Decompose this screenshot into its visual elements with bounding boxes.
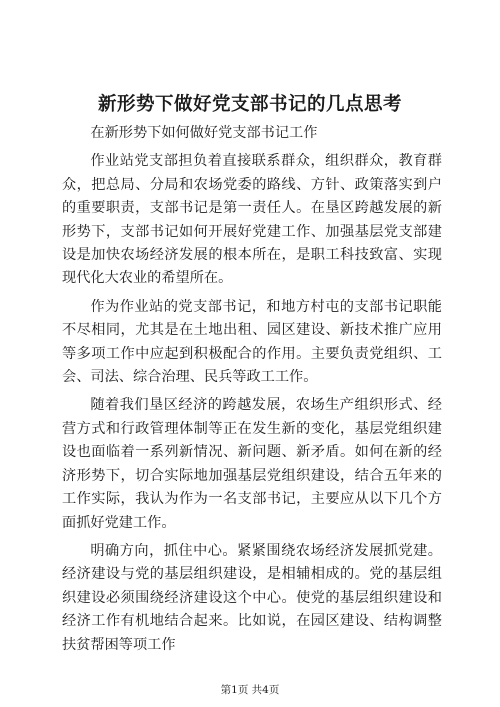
document-body	[62, 122, 442, 657]
page-number-footer: 第1页 共4页	[220, 684, 280, 696]
body-paragraph: 作为作业站的党支部书记，和地方村屯的支部书记职能不尽相同，尤其是在土地出租、园区建设、新技术推广应用等多项工作中应起到积极配合的作用。主要负责党组织、工会、司法、综合治理、民兵等政工工作。	[62, 298, 442, 386]
body-paragraph: 明确方向，抓住中心。紧紧围绕农场经济发展抓党建。经济建设与党的基层组织建设，是相辅相成的。党的基层组织建设必须围绕经济建设这个中心。使党的基层组织建设和经济工作有机地结合起来。比如说，在园区建设、结构调整扶贫帮困等项工作	[62, 542, 442, 653]
document-title: 新形势下做好党支部书记的几点思考	[97, 94, 402, 115]
subtitle-paragraph: 在新形势下如何做好党支部书记工作	[90, 125, 318, 141]
body-paragraph: 作业站党支部担负着直接联系群众，组织群众，教育群众，把总局、分局和农场党委的路线、方针、政策落实到户的重要职责，支部书记是第一责任人。在垦区跨越发展的新形势下，支部书记如何开展好党建工作、加强基层党支部建设是加快农场经济发展的根本所在，是职工科技致富、实现现代化大农业的希望所在。	[62, 153, 442, 287]
body-paragraph: 随着我们垦区经济的跨越发展，农场生产组织形式、经营方式和行政管理体制等正在发生新的变化，基层党组织建设也面临着一系列新情况、新问题、新矛盾。如何在新的经济形势下，切合实际地加强基层党组织建设，结合五年来的工作实际，我认为作为一名支部书记，主要应从以下几个方面抓好党建工作。	[62, 397, 442, 531]
